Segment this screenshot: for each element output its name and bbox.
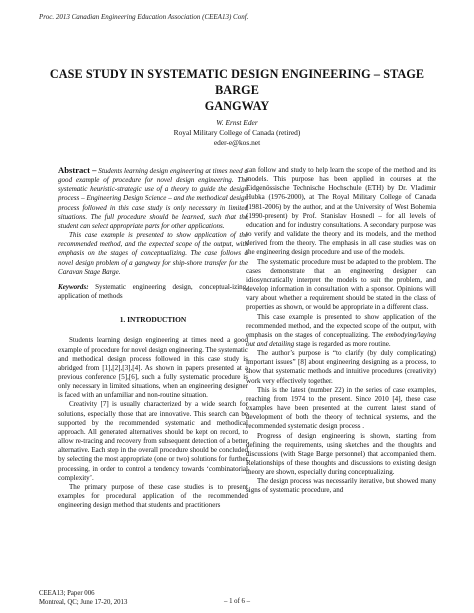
right-paragraph-7: The design process was necessarily iterative, but showed many signs of systematic procedure, and — [246, 477, 436, 495]
abstract-label: Abstract – — [58, 165, 97, 175]
abstract-paragraph-1 — [58, 166, 248, 231]
right-paragraph-6: Progress of design engineering is shown, starting from defining the requirements, using sketches and the thoughts and discussions (with Stage Barge personnel) that accompanied them. Relationships of these thoughts and discussions to existing design theory are shown, especially during conceptualizing. — [246, 431, 436, 477]
right-paragraph-2: The systematic procedure must be adapted to the problem. The cases demonstrate that an engineering designer can idiosyncratically interpret the models to suit the problem, and develop information in consultation with a sponsor. Opinions will vary about whether a requirement should be stated in the class of properties as shown, or would be appropriate in a different class. — [246, 257, 436, 312]
right-paragraph-3 — [246, 313, 436, 350]
abstract-text-1: Students learning design engineering at times need a good example of procedure for novel design engineering. The systematic heuristic-strategic use of a theory to guide the design process – Engineering Design Science – and the methodical design process followed in this case study is only necessary in limited situations. The full procedure should be learned, such that the student can select appropriate parts for other applications. — [58, 167, 248, 230]
right-paragraph-4: The author’s purpose is “to clarify (by duly complicating) important issues” [8] about engineering designing as a process, to show that systematic methods and intuitive procedures (creativity) work very effectively together. — [246, 349, 436, 385]
left-column — [58, 166, 248, 510]
section-heading-introduction: 1. INTRODUCTION — [119, 315, 187, 325]
footer-venue: Montreal, QC; June 17-20, 2013 — [39, 599, 128, 606]
title-line-1: CASE STUDY IN SYSTEMATIC DESIGN ENGINEERING – STAGE BARGE — [49, 67, 425, 97]
right-paragraph-3-emphasis: embodying/laying out and detailing — [246, 330, 436, 348]
intro-paragraph-3: The primary purpose of these case studies is to present examples for procedural application of the recommended engineering design method that students and practitioners — [58, 482, 248, 510]
paper-title — [30, 66, 444, 114]
right-column — [246, 166, 436, 496]
author-email: eder-e@kos.net — [213, 138, 261, 147]
right-paragraph-3-text-a: This case example is presented to show application of the recommended method, and the expected scope of the output, with emphasis on the stages of conceptualizing. The — [246, 312, 436, 339]
intro-paragraph-2: Creativity [7] is usually characterized by a wide search for solutions, especially those that are innovative. This search can be supported by the recommended systematic and methodical approach. All generated alternatives should be kept on record, to allow re-tracing and recovery from subsequent detection of a better alternative. Each step in the overall procedure should be concluded by selecting the most appropriate (one or two) solutions for further processing, in order to control a tendency towards ‘combinatorial complexity’. — [58, 400, 248, 482]
right-paragraph-5: This is the latest (number 22) in the series of case examples, reaching from 1974 to the present. Since 2010 [4], these case examples have been presented at the current latest stand of development of both the theory of technical systems, and the recommended systematic design process . — [246, 385, 436, 431]
keywords — [58, 283, 248, 301]
running-header: Proc. 2013 Canadian Engineering Education Association (CEEA13) Conf. — [39, 13, 249, 21]
keywords-label: Keywords: — [58, 282, 89, 291]
author-affiliation: Royal Military College of Canada (retired) — [173, 128, 301, 137]
keywords-text: Systematic engineering design, conceptual-izing, application of methods — [58, 282, 248, 301]
right-paragraph-3-text-b: stage is regarded as more routine. — [294, 339, 391, 348]
title-line-2: GANGWAY — [204, 99, 270, 113]
author-name: W. Ernst Eder — [216, 118, 258, 127]
author-block — [0, 118, 474, 148]
intro-paragraph-1: Students learning design engineering at times need a good example of procedure for novel design engineering. The systematic and methodical design process followed in this case study is abridged from [1],[2],[3],[4]. As shown in papers presented at a previous conference [5],[6], such a fully systematic procedure is only necessary in limited situations, when an engineering designer is faced with an unfamiliar and non-routine situation. — [58, 336, 248, 400]
right-paragraph-1: can follow and study to help learn the scope of the method and its models. This purpose has been applied in courses at the Eidgenössische Technische Hochschule (ETH) by Dr. Vladimir Hubka (1976-2000), at The Royal Military College of Canada (1981-2006) by the author, and at the University of West Bohemia (1990-present) by Prof. Stanislav Hosnedl – for all levels of education and for industry consultations. A secondary purpose was to verify and validate the theory and its models, and the method derived from the theory. The emphasis in all case studies was on the engineering design procedure and use of the models. — [246, 166, 436, 257]
page-number: – 1 of 6 – — [223, 598, 251, 605]
footer-paper-id: CEEA13; Paper 006 — [39, 590, 95, 597]
abstract-paragraph-2: This case example is presented to show application of the recommended method, and the expected scope of the output, with emphasis on the stages of conceptualizing. The case follows a novel design problem of a gangway for ship-shore transfer for the Caravan Stage Barge. — [58, 231, 248, 276]
